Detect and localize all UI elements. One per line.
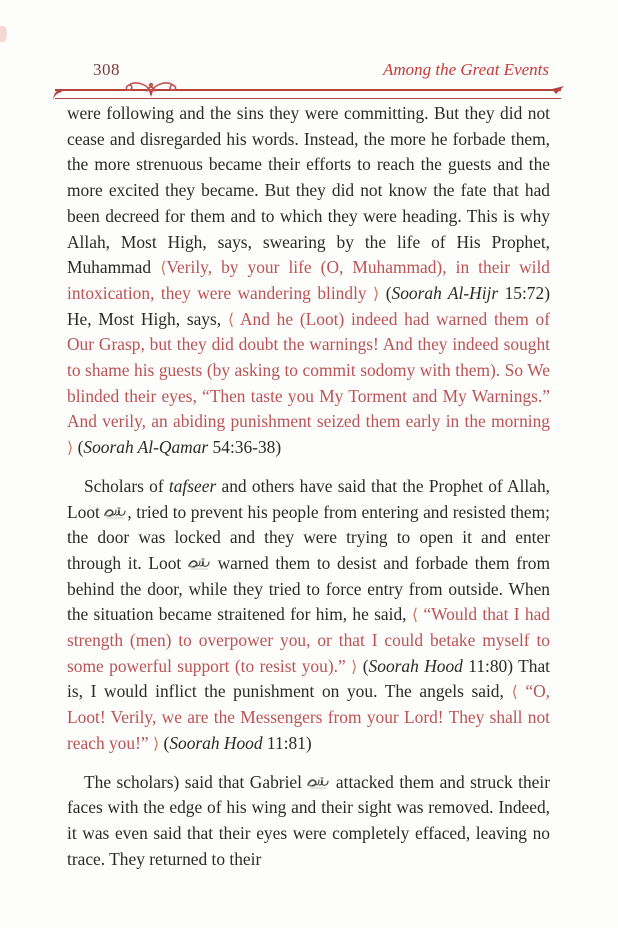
quote-marker-icon: ⟨ [411,605,419,625]
text-segment: attacked them and struck their faces with the edge of his wing and their sight was removed. Indeed, it was even said that their eyes were completely effaced, leaving no trace. They returned to their [67,771,550,869]
rule-right-arrow-icon [552,85,564,99]
text-segment: ( [379,282,392,303]
quote-marker-icon: ⟨ [511,682,518,702]
quote-marker-icon: ⟩ [152,733,160,753]
page-text [67,101,550,872]
text-segment: 11:81) [262,732,312,753]
quran-quote-segment: “Would that I had strength (men) to overpower you, or that I could betake myself to some powerful support (to resist you).” [67,604,550,676]
quran-quote-segment: And he (Loot) indeed had warned them of Our Grasp, but they did doubt the warnings! And they indeed sought to shame his guests (by asking to commit sodomy with them). So We blinded their eyes, “Then taste you My Torment and My Warnings.” And verily, an abiding punishment seized them early in the morning [67,308,551,432]
text-segment: 54:36-38) [208,437,282,458]
text-segment: , tried to prevent his people from entering and resisted them; the door was locked and they were trying to open it and enter through it. Loot [67,501,550,573]
soorah-reference: Soorah Al-Qamar [83,437,209,458]
text-segment: 11:80) That is, I would inflict the punishment on you. The angels said, [67,655,550,702]
text-segment: ( [73,437,84,458]
quote-marker-icon: ⟩ [351,656,358,676]
paragraph [67,101,550,461]
text-segment: were following and the sins they were committing. But they did not cease and disregarded his words. Instead, the more he forbade them, the more strenuous became their efforts to reach the guests and the more excited they became. But they did not know the fate that had been decreed for them and to which they were heading. This is why Allah, Most High, says, swearing by the life of His Prophet, Muhammad [67,103,550,278]
paragraph [67,474,550,757]
quote-marker-icon: ⟨ [160,258,167,278]
quran-quote-segment: “O, Loot! Verily, we are the Messengers from your Lord! They shall not reach you!” [67,681,550,753]
soorah-reference: Soorah Hood [169,732,263,753]
quran-quote-segment: Verily, by your life (O, Muhammad), in their wild intoxication, they were wandering blindly [67,257,551,303]
soorah-reference: Soorah Hood [368,655,463,676]
text-segment: ( [159,732,170,753]
soorah-reference: tafseer [168,475,217,496]
quote-marker-icon: ⟩ [373,283,380,303]
quote-marker-icon: ⟩ [67,438,74,458]
text-segment: 15:72) He, Most High, says, [67,282,550,329]
alayhis-salam-honorific-icon [104,506,127,519]
scan-edge-smudge [0,26,7,42]
running-title: Among the Great Events [382,60,549,79]
quote-marker-icon: ⟨ [227,309,235,329]
rule-left-hook-icon [52,88,62,102]
text-segment: The scholars) said that Gabriel [84,771,308,792]
text-segment: and others have said that the Prophet of Allah, Loot [67,475,550,522]
text-segment: Scholars of [84,475,169,496]
header-scroll-ornament-icon [123,73,179,103]
text-segment: warned them to desist and forbade them from behind the door, while they tried to force entry from outside. When the situation became straitened for him, he said, [67,552,551,625]
soorah-reference: Soorah Al-Hijr [391,282,499,303]
page-number: 308 [93,60,120,79]
alayhis-salam-honorific-icon [188,557,211,570]
text-segment: ( [357,655,369,676]
alayhis-salam-honorific-icon [307,776,330,789]
paragraph [67,770,550,873]
